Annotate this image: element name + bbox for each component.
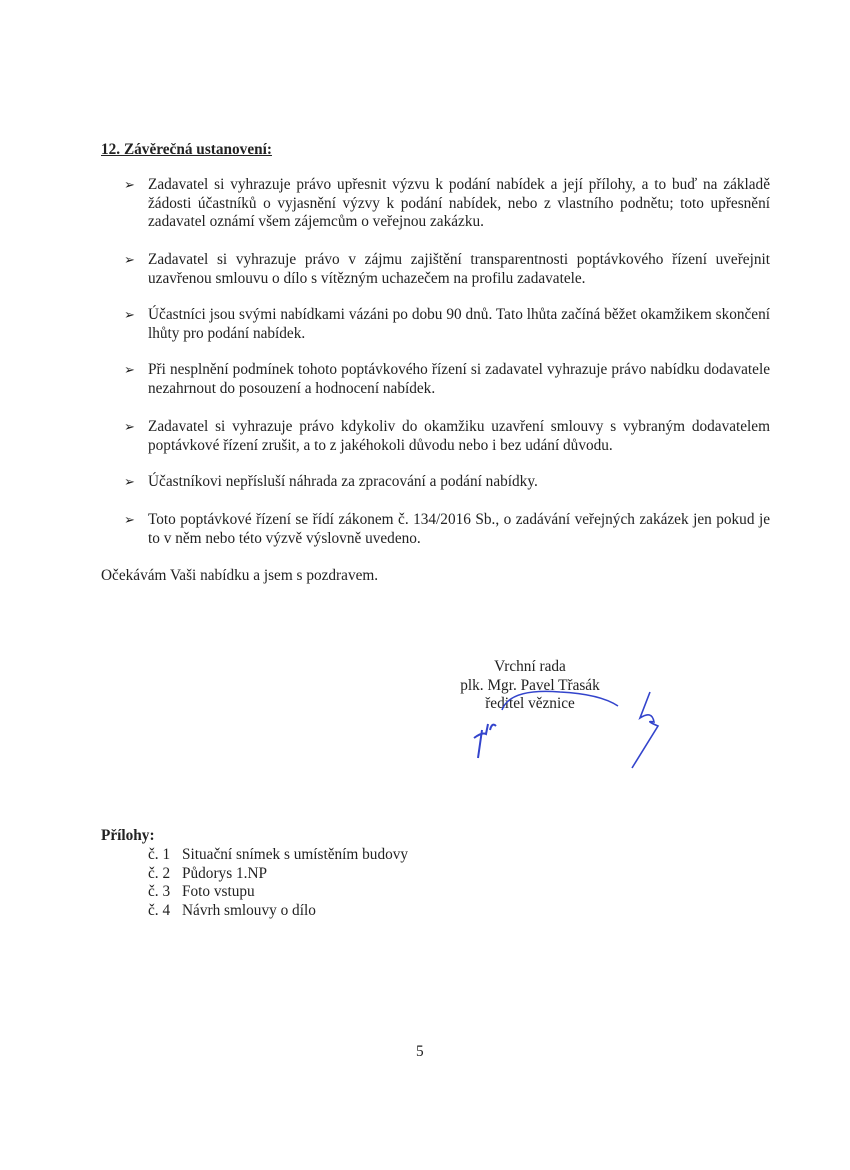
arrow-bullet-icon: ➢ (124, 474, 135, 489)
closing-text: Očekávám Vaši nabídku a jsem s pozdravem. (101, 567, 379, 584)
list-item: ➢ Toto poptávkové řízení se řídí zákonem č. 134/2016 Sb., o zadávání veřejných zakázek jen pokud je to v něm nebo této výzvě výslovně uvedeno. (124, 511, 770, 547)
arrow-bullet-icon: ➢ (124, 252, 135, 267)
signatory-name: plk. Mgr. Pavel Třasák (460, 676, 600, 694)
signatory-role: ředitel věznice (485, 695, 575, 713)
attachments-list (148, 846, 408, 920)
list-item: ➢ Zadavatel si vyhrazuje právo kdykoliv do okamžiku uzavření smlouvy s vybraným dodavatelem poptávkové řízení zrušit, a to z jakéhokoli důvodu nebo i bez udání důvodu. (124, 418, 770, 454)
attachment-item: č. 1 Situační snímek s umístěním budovy (148, 846, 409, 863)
page-number: 5 (416, 1043, 424, 1060)
arrow-bullet-icon: ➢ (124, 512, 135, 527)
attachments-title: Přílohy: (101, 827, 155, 844)
attachment-item: č. 2 Půdorys 1.NP (148, 864, 267, 882)
section-heading: 12. Závěrečná ustanovení: (101, 141, 272, 158)
list-item: ➢ Při nesplnění podmínek tohoto poptávkového řízení si zadavatel vyhrazuje právo nabídku dodavatele nezahrnout do posouzení a hodnocení nabídek. (124, 361, 770, 397)
signatory-rank: Vrchní rada (494, 658, 566, 675)
attachment-item: č. 4 Návrh smlouvy o dílo (148, 901, 316, 919)
handwritten-signature-icon (440, 680, 670, 770)
arrow-bullet-icon: ➢ (124, 362, 135, 377)
list-item: ➢ Účastníci jsou svými nabídkami vázáni po dobu 90 dnů. Tato lhůta začíná běžet okamžikem skončení lhůty pro podání nabídek. (124, 306, 770, 342)
arrow-bullet-icon: ➢ (124, 307, 135, 322)
arrow-bullet-icon: ➢ (124, 419, 135, 434)
list-item: ➢ Účastníkovi nepřísluší náhrada za zpracování a podání nabídky. (124, 473, 538, 490)
attachment-item: č. 3 Foto vstupu (148, 883, 255, 901)
arrow-bullet-icon: ➢ (124, 177, 135, 192)
list-item: ➢ Zadavatel si vyhrazuje právo upřesnit výzvu k podání nabídek a její přílohy, a to buď na základě žádosti účastníků o vyjasnění výzvy k podání nabídek, nebo z vlastního podnětu; toto upřesnění zadavatel oznámí všem zájemcům o veřejnou zakázku. (124, 176, 770, 231)
list-item: ➢ Zadavatel si vyhrazuje právo v zájmu zajištění transparentnosti poptávkového řízení uveřejnit uzavřenou smlouvu o dílo s vítězným uchazečem na profilu zadavatele. (124, 251, 770, 287)
